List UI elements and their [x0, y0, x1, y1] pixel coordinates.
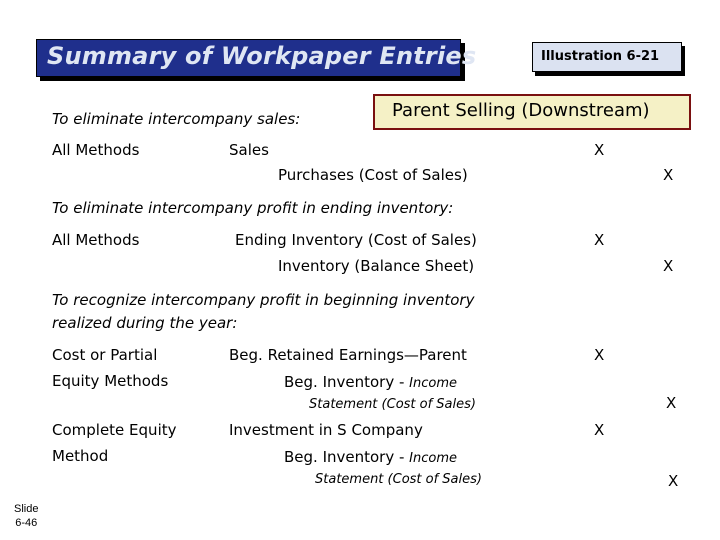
credit-account-beg-inventory-cont: Statement (Cost of Sales) — [309, 397, 476, 412]
debit-mark: X — [594, 231, 605, 249]
debit-mark: X — [594, 346, 605, 364]
credit-account-purchases: Purchases (Cost of Sales) — [278, 166, 468, 184]
method-cost-partial: Cost or Partial — [52, 346, 158, 364]
scenario-label: Parent Selling (Downstream) — [392, 100, 650, 121]
method-cost-partial-cont: Equity Methods — [52, 372, 169, 390]
method-all-methods: All Methods — [52, 231, 140, 249]
credit-account-beg-inventory — [284, 372, 457, 391]
credit-account-beg-inventory-cont: Statement (Cost of Sales) — [315, 472, 482, 487]
debit-account-retained-earnings: Beg. Retained Earnings—Parent — [229, 346, 467, 364]
debit-account-ending-inventory: Ending Inventory (Cost of Sales) — [235, 231, 477, 249]
credit-mark: X — [666, 394, 677, 412]
debit-account-investment: Investment in S Company — [229, 421, 423, 439]
credit-account-small: Income — [409, 451, 458, 466]
section-heading-beginning-inventory-cont: realized during the year: — [52, 314, 238, 332]
method-all-methods: All Methods — [52, 141, 140, 159]
credit-account-small: Income — [409, 376, 458, 391]
section-heading-sales: To eliminate intercompany sales: — [52, 110, 301, 128]
page-title: Summary of Workpaper Entries — [47, 42, 477, 70]
credit-account-main: Beg. Inventory - — [284, 373, 410, 391]
credit-mark: X — [663, 166, 674, 184]
credit-account-inventory: Inventory (Balance Sheet) — [278, 257, 475, 275]
illustration-label: Illustration 6-21 — [541, 49, 660, 64]
method-complete-equity: Complete Equity — [52, 421, 177, 439]
debit-mark: X — [594, 141, 605, 159]
credit-account-main: Beg. Inventory - — [284, 448, 410, 466]
method-complete-equity-cont: Method — [52, 447, 109, 465]
section-heading-ending-inventory: To eliminate intercompany profit in ending inventory: — [52, 199, 454, 217]
debit-account-sales: Sales — [229, 141, 269, 159]
section-heading-beginning-inventory: To recognize intercompany profit in beginning inventory — [52, 291, 475, 309]
slide-number-value: 6-46 — [15, 517, 38, 529]
credit-mark: X — [668, 472, 679, 490]
slide-label: Slide — [14, 503, 39, 515]
credit-account-beg-inventory — [284, 447, 457, 466]
debit-mark: X — [594, 421, 605, 439]
slide-number — [14, 502, 38, 530]
credit-mark: X — [663, 257, 674, 275]
